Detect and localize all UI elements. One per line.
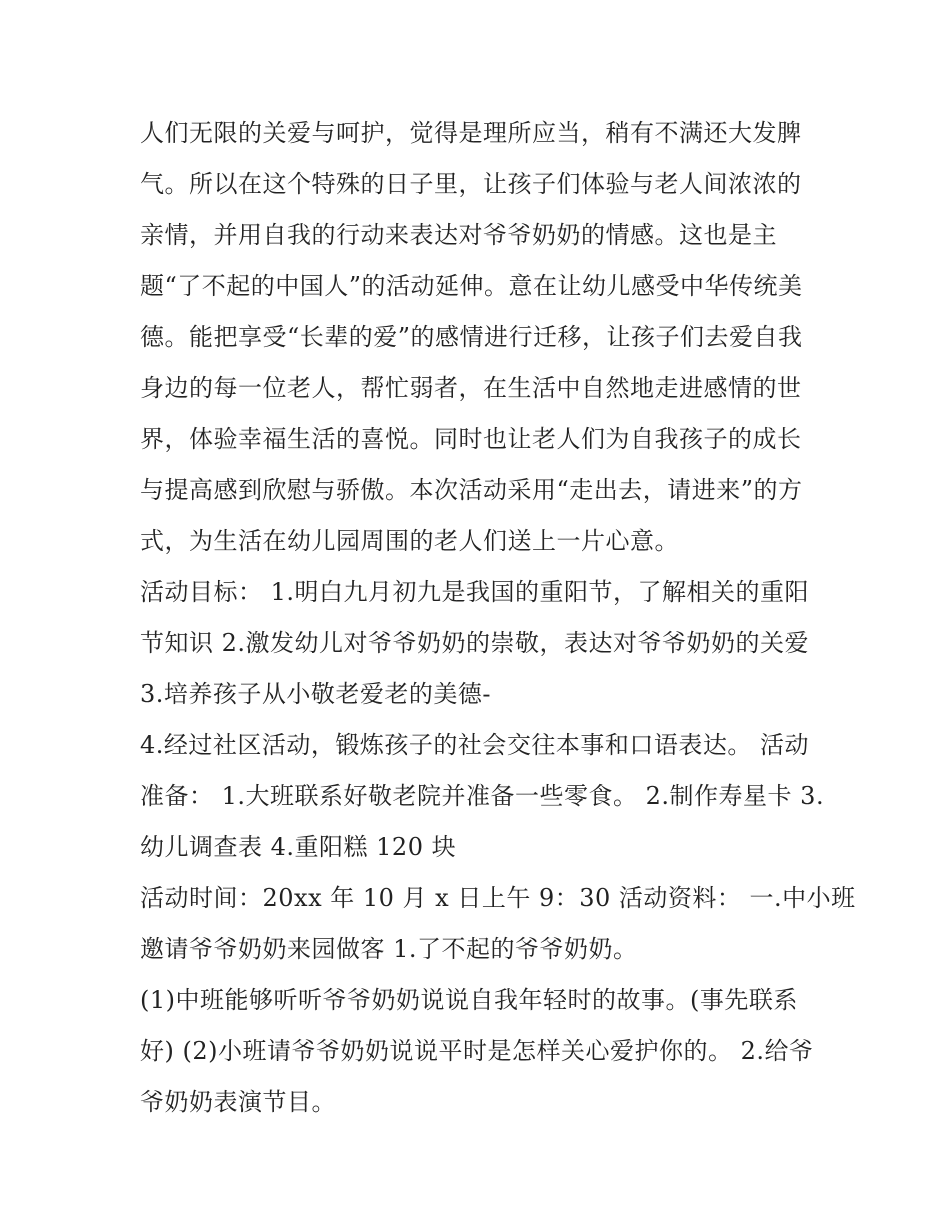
- text-line: 与提高感到欣慰与骄傲。本次活动采用“走出去，请进来”的方: [140, 476, 803, 504]
- text-line: 身边的每一位老人，帮忙弱者，在生活中自然地走进感情的世: [140, 374, 802, 402]
- text-line: 好) (2)小班请爷爷奶奶说说平时是怎样关心爱护你的。 2.给爷: [140, 1037, 814, 1065]
- text-line: 3.培养孩子从小敬老爱老的美德-: [140, 680, 492, 708]
- text-line: 邀请爷爷奶奶来园做客 1.了不起的爷爷奶奶。: [140, 935, 638, 963]
- document-body: [140, 108, 856, 1128]
- text-line: 爷奶奶表演节目。: [140, 1088, 336, 1116]
- text-line: 界，体验幸福生活的喜悦。同时也让老人们为自我孩子的成长: [140, 425, 802, 453]
- text-line: 4.经过社区活动，锻炼孩子的社会交往本事和口语表达。 活动: [140, 731, 810, 759]
- text-line: 节知识 2.激发幼儿对爷爷奶奶的崇敬，表达对爷爷奶奶的关爱: [140, 629, 810, 657]
- text-line: 德。能把享受“长辈的爱”的感情进行迁移，让孩子们去爱自我: [140, 323, 803, 351]
- text-line: 准备： 1.大班联系好敬老院并准备一些零食。 2.制作寿星卡 3.: [140, 782, 825, 810]
- text-line: 题“了不起的中国人”的活动延伸。意在让幼儿感受中华传统美: [140, 272, 803, 300]
- text-line: 活动时间：20xx 年 10 月 x 日上午 9：30 活动资料： 一.中小班: [140, 884, 856, 912]
- text-line: 人们无限的关爱与呵护，觉得是理所应当，稍有不满还大发脾: [140, 119, 802, 147]
- text-line: 幼儿调查表 4.重阳糕 120 块: [140, 833, 457, 861]
- text-line: (1)中班能够听听爷爷奶奶说说自我年轻时的故事。(事先联系: [140, 986, 798, 1014]
- text-line: 气。所以在这个特殊的日子里，让孩子们体验与老人间浓浓的: [140, 170, 802, 198]
- text-line: 式，为生活在幼儿园周围的老人们送上一片心意。: [140, 527, 679, 555]
- text-line: 亲情，并用自我的行动来表达对爷爷奶奶的情感。这也是主: [140, 221, 777, 249]
- text-line: 活动目标： 1.明白九月初九是我国的重阳节，了解相关的重阳: [140, 578, 810, 606]
